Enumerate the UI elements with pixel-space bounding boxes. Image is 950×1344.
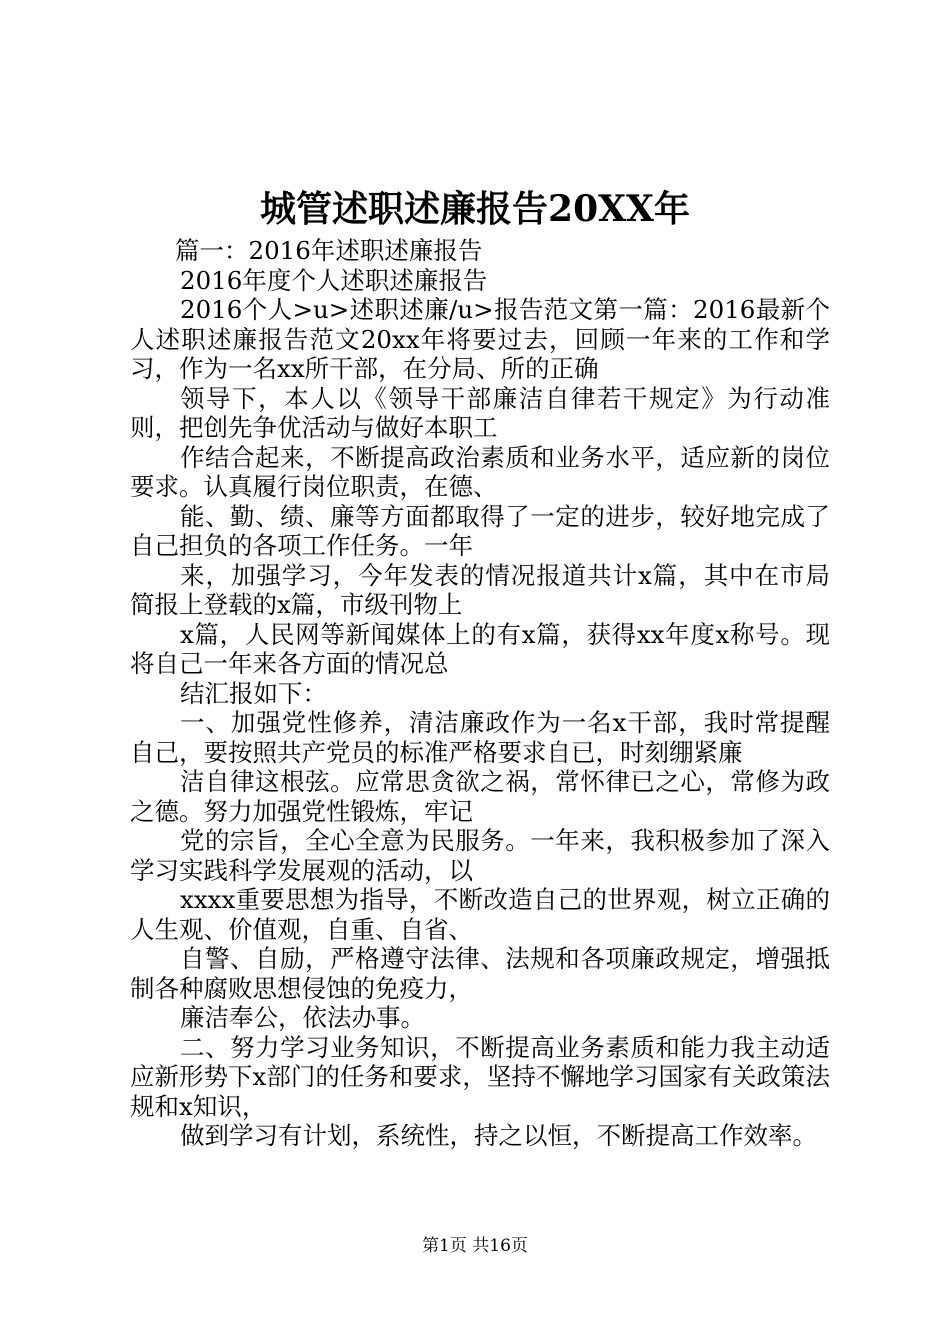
paragraph: 2016年度个人述职述廉报告 <box>180 265 488 295</box>
paragraph: 一、加强党性修养，清洁廉政作为一名x干部，我时常提醒自己，要按照共产党员的标准严格要求自已，时刻绷紧廉 <box>130 708 830 767</box>
paragraph: 结汇报如下： <box>180 678 327 708</box>
paragraph: xxxx重要思想为指导，不断改造自己的世界观，树立正确的人生观、价值观，自重、自省、 <box>130 885 830 944</box>
page-number-footer: 第1页 共16页 <box>422 1236 528 1256</box>
paragraph: 自警、自励，严格遵守法律、法规和各项廉政规定，增强抵制各种腐败思想侵蚀的免疫力， <box>130 944 830 1003</box>
paragraph: 做到学习有计划，系统性，持之以恒，不断提高工作效率。 <box>180 1121 817 1150</box>
paragraph: 来，加强学习，今年发表的情况报道共计x篇，其中在市局简报上登载的x篇，市级刊物上 <box>130 560 830 619</box>
document-title: 城管述职述廉报告20XX年 <box>260 188 690 230</box>
paragraph: 领导下，本人以《领导干部廉洁自律若干规定》为行动准则，把创先争优活动与做好本职工 <box>130 383 830 442</box>
paragraph: 二、努力学习业务知识，不断提高业务素质和能力我主动适应新形势下x部门的任务和要求，坚持不懈地学习国家有关政策法规和x知识， <box>130 1032 830 1121</box>
paragraph: x篇，人民网等新闻媒体上的有x篇，获得xx年度x称号。现将自己一年来各方面的情况总 <box>130 619 830 678</box>
paragraph: 能、勤、绩、廉等方面都取得了一定的进步，较好地完成了自己担负的各项工作任务。一年 <box>130 501 830 560</box>
paragraph: 洁自律这根弦。应常思贪欲之祸，常怀律已之心，常修为政之德。努力加强党性锻炼，牢记 <box>130 767 830 826</box>
paragraph: 廉洁奉公，依法办事。 <box>180 1003 425 1032</box>
paragraph: 党的宗旨，全心全意为民服务。一年来，我积极参加了深入学习实践科学发展观的活动，以 <box>130 826 830 885</box>
paragraph: 作结合起来，不断提高政治素质和业务水平，适应新的岗位要求。认真履行岗位职责，在德、 <box>130 442 830 501</box>
document-body <box>130 236 830 1151</box>
paragraph: 2016个人>u>述职述廉/u>报告范文第一篇：2016最新个人述职述廉报告范文20xx年将要过去，回顾一年来的工作和学习，作为一名xx所干部，在分局、所的正确 <box>130 295 830 383</box>
paragraph: 篇一：2016年述职述廉报告 <box>175 236 483 265</box>
